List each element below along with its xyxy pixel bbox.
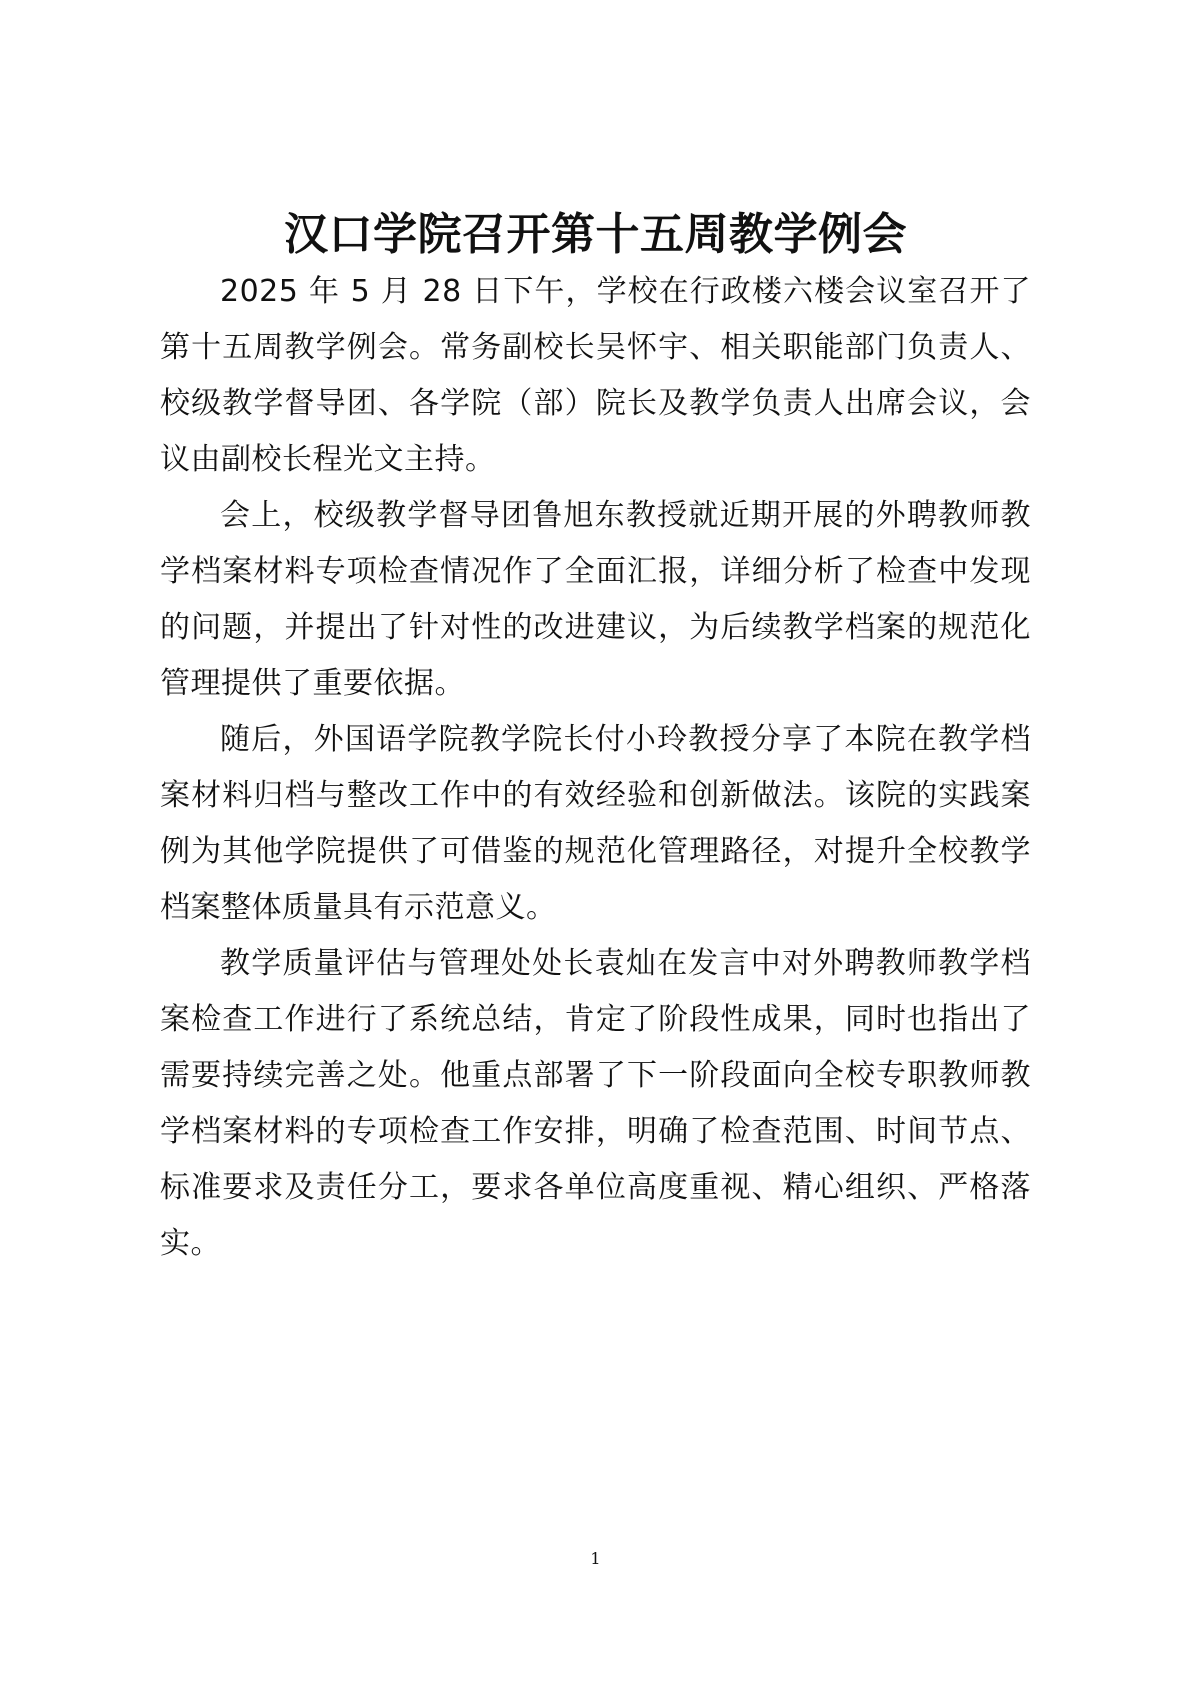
document-title: 汉口学院召开第十五周教学例会 <box>284 209 907 260</box>
document-content <box>160 206 1031 1272</box>
paragraph-2: 会上，校级教学督导团鲁旭东教授就近期开展的外聘教师教学档案材料专项检查情况作了全面汇报，详细分析了检查中发现的问题，并提出了针对性的改进建议，为后续教学档案的规范化管理提供了重要依据。 <box>160 498 1031 701</box>
paragraph-4: 教学质量评估与管理处处长袁灿在发言中对外聘教师教学档案检查工作进行了系统总结，肯定了阶段性成果，同时也指出了需要持续完善之处。他重点部署了下一阶段面向全校专职教师教学档案材料的专项检查工作安排，明确了检查范围、时间节点、标准要求及责任分工，要求各单位高度重视、精心组织、严格落实。 <box>160 946 1031 1261</box>
paragraph-3: 随后，外国语学院教学院长付小玲教授分享了本院在教学档案材料归档与整改工作中的有效经验和创新做法。该院的实践案例为其他学院提供了可借鉴的规范化管理路径，对提升全校教学档案整体质量具有示范意义。 <box>160 722 1031 925</box>
paragraph-1: 2025 年 5 月 28 日下午，学校在行政楼六楼会议室召开了第十五周教学例会。常务副校长吴怀宇、相关职能部门负责人、校级教学督导团、各学院（部）院长及教学负责人出席会议，会议由副校长程光文主持。 <box>160 274 1031 477</box>
page-number: 1 <box>590 1549 601 1568</box>
